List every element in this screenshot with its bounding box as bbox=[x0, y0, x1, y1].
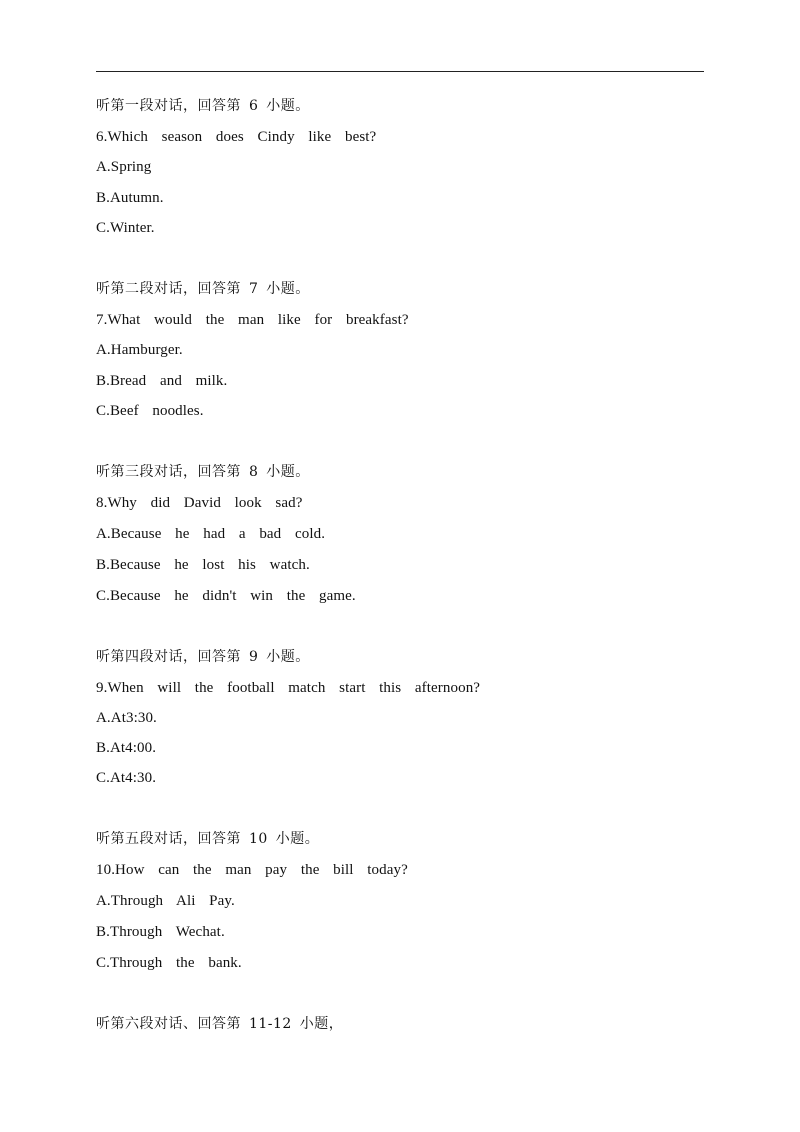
section-heading: 听第五段对话，回答第 10 小题。 bbox=[96, 831, 320, 847]
answer-option: B.At4:00. bbox=[96, 740, 157, 756]
answer-option: B.Autumn. bbox=[96, 190, 164, 206]
section-heading: 听第二段对话，回答第 7 小题。 bbox=[96, 281, 310, 297]
question-text: 10.How can the man pay the bill today? bbox=[96, 862, 408, 878]
answer-option: B.Because he lost his watch. bbox=[96, 557, 310, 573]
answer-option: A.At3:30. bbox=[96, 710, 157, 726]
answer-option: C.Beef noodles. bbox=[96, 403, 204, 419]
answer-option: B.Bread and milk. bbox=[96, 373, 228, 389]
answer-option: C.Through the bank. bbox=[96, 955, 242, 971]
answer-option: B.Through Wechat. bbox=[96, 924, 225, 940]
question-text: 6.Which season does Cindy like best? bbox=[96, 129, 377, 145]
question-text: 7.What would the man like for breakfast? bbox=[96, 312, 409, 328]
answer-option: A.Through Ali Pay. bbox=[96, 893, 235, 909]
section-heading: 听第三段对话，回答第 8 小题。 bbox=[96, 464, 310, 480]
question-text: 8.Why did David look sad? bbox=[96, 495, 303, 511]
answer-option: A.Spring bbox=[96, 159, 152, 175]
answer-option: C.Winter. bbox=[96, 220, 155, 236]
answer-option: C.Because he didn't win the game. bbox=[96, 588, 356, 604]
answer-option: C.At4:30. bbox=[96, 770, 157, 786]
section-heading: 听第六段对话、回答第 11-12 小题， bbox=[96, 1016, 344, 1032]
question-text: 9.When will the football match start this afternoon? bbox=[96, 680, 481, 696]
answer-option: A.Hamburger. bbox=[96, 342, 183, 358]
answer-option: A.Because he had a bad cold. bbox=[96, 526, 326, 542]
section-heading: 听第一段对话，回答第 6 小题。 bbox=[96, 98, 310, 114]
header-rule bbox=[96, 71, 704, 72]
section-heading: 听第四段对话，回答第 9 小题。 bbox=[96, 649, 310, 665]
